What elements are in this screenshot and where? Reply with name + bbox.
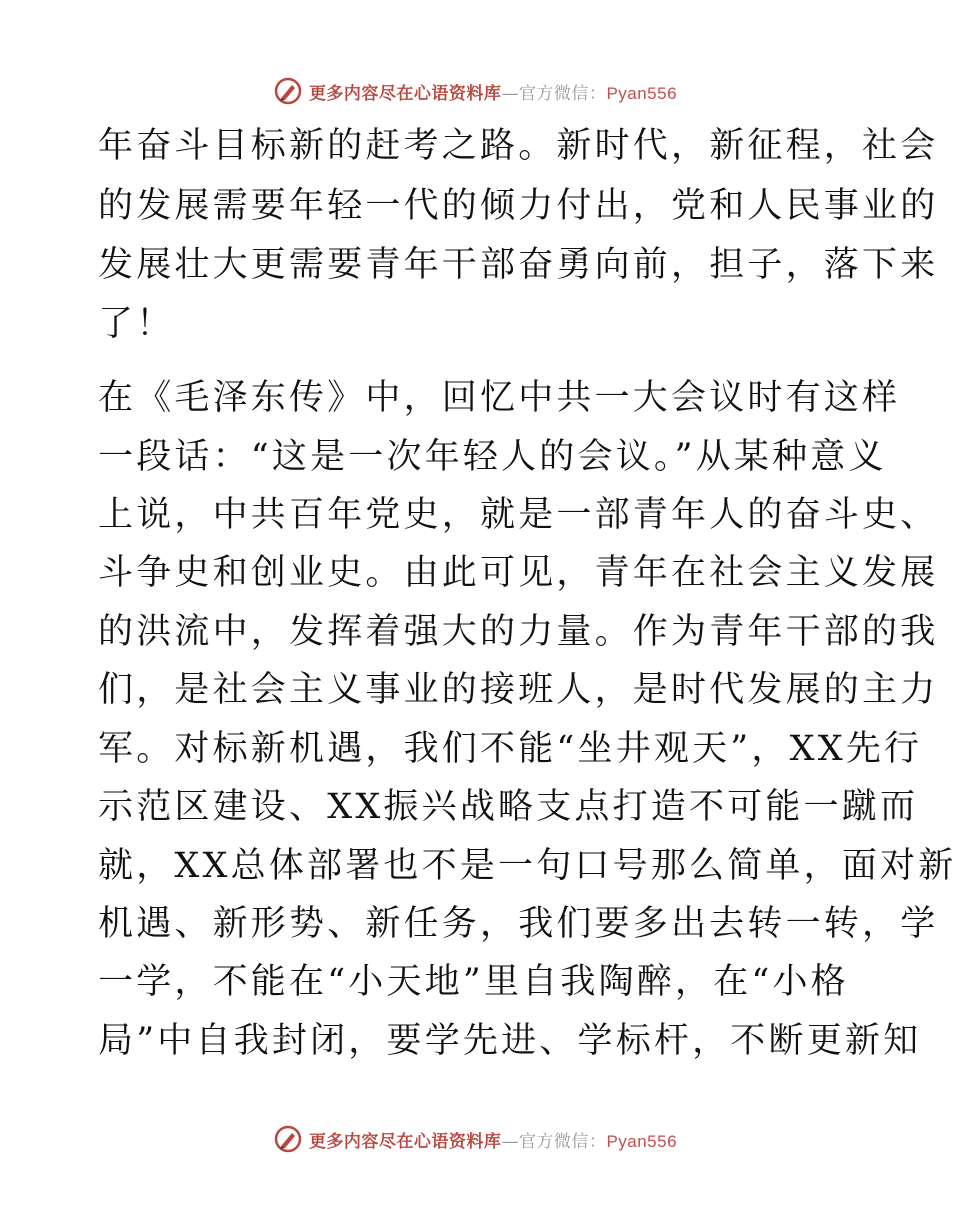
text-line: 的发展需要年轻一代的倾力付出，党和人民事业的 bbox=[98, 186, 939, 226]
watermark-text bbox=[309, 1127, 677, 1152]
text-line: 们，是社会主义事业的接班人，是时代发展的主力 bbox=[98, 670, 939, 710]
watermark-sub: 官方微信： bbox=[518, 1131, 607, 1152]
text-line: 局”中自我封闭，要学先进、学标杆，不断更新知 bbox=[98, 1021, 922, 1061]
text-line: 机遇、新形势、新任务，我们要多出去转一转，学 bbox=[98, 904, 939, 944]
text-line: 一段话：“这是一次年轻人的会议。”从某种意义 bbox=[98, 437, 887, 477]
text-line: 斗争史和创业史。由此可见，青年在社会主义发展 bbox=[98, 553, 939, 593]
text-line: 的洪流中，发挥着强大的力量。作为青年干部的我 bbox=[98, 612, 939, 652]
footer-watermark bbox=[0, 1119, 950, 1159]
text-line: 上说，中共百年党史，就是一部青年人的奋斗史、 bbox=[98, 495, 939, 535]
text-line: 一学，不能在“小天地”里自我陶醉，在“小格 bbox=[98, 962, 849, 1002]
text-line: 军。对标新机遇，我们不能“坐井观天”，XX先行 bbox=[98, 729, 923, 769]
pen-nib-circle-icon bbox=[273, 1124, 303, 1154]
watermark-separator: — bbox=[501, 1131, 519, 1152]
watermark-separator: — bbox=[501, 83, 519, 104]
text-line: 在《毛泽东传》中，回忆中共一大会议时有这样 bbox=[98, 378, 901, 418]
text-line: 就，XX总体部署也不是一句口号那么简单，面对新 bbox=[98, 846, 956, 886]
text-line: 发展壮大更需要青年干部奋勇向前，担子，落下来 bbox=[98, 245, 939, 285]
watermark-id: Pyan556 bbox=[606, 83, 678, 103]
text-line: 了！ bbox=[98, 304, 175, 344]
watermark-main: 更多内容尽在心语资料库 bbox=[308, 1131, 502, 1152]
text-line: 示范区建设、XX振兴战略支点打造不可能一蹴而 bbox=[98, 787, 919, 827]
text-line: 年奋斗目标新的赶考之路。新时代，新征程，社会 bbox=[98, 126, 939, 166]
watermark-main: 更多内容尽在心语资料库 bbox=[308, 83, 502, 104]
watermark-sub: 官方微信： bbox=[518, 83, 607, 104]
watermark-id: Pyan556 bbox=[606, 1131, 678, 1151]
